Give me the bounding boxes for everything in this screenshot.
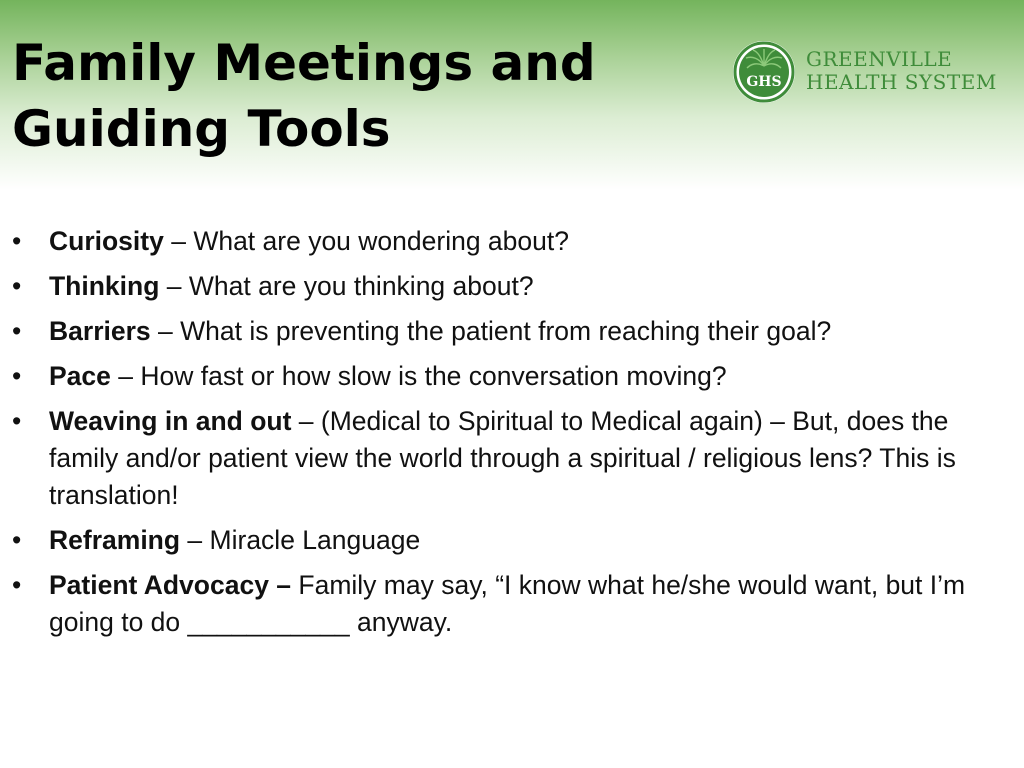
logo-line-1: GREENVILLE	[806, 47, 953, 71]
bullet-curiosity	[0, 223, 1010, 260]
bullet-dot: •	[12, 525, 22, 555]
bullet-text: – What is preventing the patient from reaching their goal?	[150, 316, 832, 346]
bullet-patient-advocacy	[0, 567, 1010, 641]
bullet-dot: •	[12, 570, 22, 600]
bullet-weaving	[0, 403, 1010, 514]
logo-mark-text: GHS	[746, 74, 782, 90]
bullet-dot: •	[12, 226, 22, 256]
bullet-list	[0, 223, 1010, 649]
bullet-term: Pace	[49, 361, 111, 391]
bullet-pace	[0, 358, 1010, 395]
ghs-logo-icon	[732, 40, 796, 104]
bullet-thinking	[0, 268, 1010, 305]
bullet-dot: •	[12, 271, 22, 301]
bullet-text: – (Medical to Spiritual to Medical again) – But, does the family and/or patient view the world through a spiritual / religious lens? This is translation!	[49, 406, 956, 510]
bullet-dot: •	[12, 406, 22, 436]
bullet-dot: •	[12, 316, 22, 346]
logo-line-2: HEALTH SYSTEM	[806, 70, 997, 94]
greenville-health-system-logo	[732, 40, 1002, 106]
bullet-term: Barriers	[49, 316, 151, 346]
bullet-term: Weaving in and out	[49, 406, 292, 436]
bullet-text: – Miracle Language	[180, 525, 421, 555]
bullet-barriers	[0, 313, 1010, 350]
title-line-1: Family Meetings and	[12, 34, 596, 92]
bullet-term: Patient Advocacy –	[49, 570, 292, 600]
bullet-text: – What are you wondering about?	[163, 226, 569, 256]
logo-wordmark	[806, 48, 997, 94]
slide-title	[12, 30, 596, 162]
title-line-2: Guiding Tools	[12, 100, 391, 158]
bullet-text: – What are you thinking about?	[159, 271, 534, 301]
bullet-reframing	[0, 522, 1010, 559]
bullet-dot: •	[12, 361, 22, 391]
bullet-term: Reframing	[49, 525, 181, 555]
bullet-term: Thinking	[49, 271, 160, 301]
bullet-text: Family may say, “I know what he/she would want, but I’m going to do ___________ anyway.	[49, 570, 966, 637]
bullet-text: – How fast or how slow is the conversation moving?	[110, 361, 727, 391]
bullet-term: Curiosity	[49, 226, 164, 256]
